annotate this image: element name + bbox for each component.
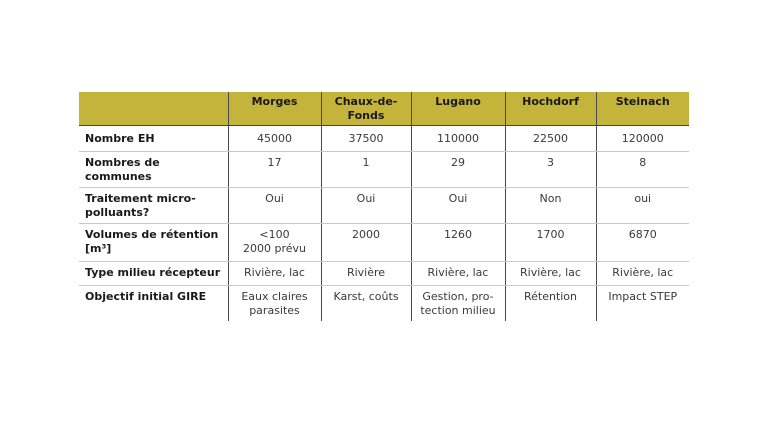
table-cell: 3: [505, 151, 596, 187]
table-cell: Impact STEP: [596, 285, 689, 321]
table-row-objectif-initial-gire: [79, 285, 689, 321]
row-label-line: Volumes de rétention: [85, 227, 219, 241]
table-cell: Oui: [228, 187, 321, 223]
table-cell: Rivière, lac: [411, 261, 505, 285]
row-label-line: Traitement micro-: [85, 191, 196, 205]
table-cell: [228, 223, 321, 261]
table-cell: 37500: [321, 125, 411, 151]
table-cell: 8: [596, 151, 689, 187]
table-cell: Rivière: [321, 261, 411, 285]
header-steinach: Steinach: [596, 92, 689, 125]
cell-line: Gestion, pro-: [422, 289, 494, 303]
table-row-traitement-micropolluants: [79, 187, 689, 223]
table-row-type-milieu-recepteur: [79, 261, 689, 285]
table-cell: 1700: [505, 223, 596, 261]
row-label: Nombre EH: [79, 125, 228, 151]
table-cell: Oui: [411, 187, 505, 223]
table-row-nombres-de-communes: [79, 151, 689, 187]
table-cell: Rivière, lac: [228, 261, 321, 285]
row-label-line: [m³]: [85, 241, 112, 255]
table-cell: 2000: [321, 223, 411, 261]
table-cell: 29: [411, 151, 505, 187]
cell-line: 2000 prévu: [242, 241, 306, 255]
row-label: [79, 223, 228, 261]
table-cell: Oui: [321, 187, 411, 223]
table-cell: Karst, coûts: [321, 285, 411, 321]
table-cell: 17: [228, 151, 321, 187]
row-label: Nombres de communes: [79, 151, 228, 187]
table-cell: 45000: [228, 125, 321, 151]
table-row-nombre-eh: [79, 125, 689, 151]
table-cell: 1: [321, 151, 411, 187]
header-morges: Morges: [228, 92, 321, 125]
comparison-table: [79, 92, 689, 321]
row-label: Objectif initial GIRE: [85, 289, 207, 303]
cell-line: <100: [259, 227, 290, 241]
cell-line: tection milieu: [420, 303, 496, 317]
header-row: [79, 92, 689, 125]
table-cell: 22500: [505, 125, 596, 151]
header-chaux-de-fonds: [321, 92, 411, 125]
table-cell: [411, 285, 505, 321]
table-cell: oui: [596, 187, 689, 223]
table-cell: 6870: [596, 223, 689, 261]
table-cell: Rivière, lac: [596, 261, 689, 285]
header-hochdorf: Hochdorf: [505, 92, 596, 125]
row-label: Type milieu récepteur: [79, 261, 228, 285]
table-cell: 120000: [596, 125, 689, 151]
header-empty-cell: [79, 92, 228, 125]
table-cell: Rétention: [505, 285, 596, 321]
header-chaux-de-fonds-line: Fonds: [347, 109, 385, 122]
table-row-volumes-de-retention: [79, 223, 689, 261]
header-chaux-de-fonds-line: Chaux-de-: [334, 95, 398, 108]
row-label: [79, 187, 228, 223]
table-cell: [228, 285, 321, 321]
header-lugano: Lugano: [411, 92, 505, 125]
table-cell: Non: [505, 187, 596, 223]
row-label-line: polluants?: [85, 205, 150, 219]
table-cell: 1260: [411, 223, 505, 261]
cell-line: Eaux claires: [241, 289, 308, 303]
table-cell: Rivière, lac: [505, 261, 596, 285]
cell-line: parasites: [249, 303, 300, 317]
table-cell: 110000: [411, 125, 505, 151]
